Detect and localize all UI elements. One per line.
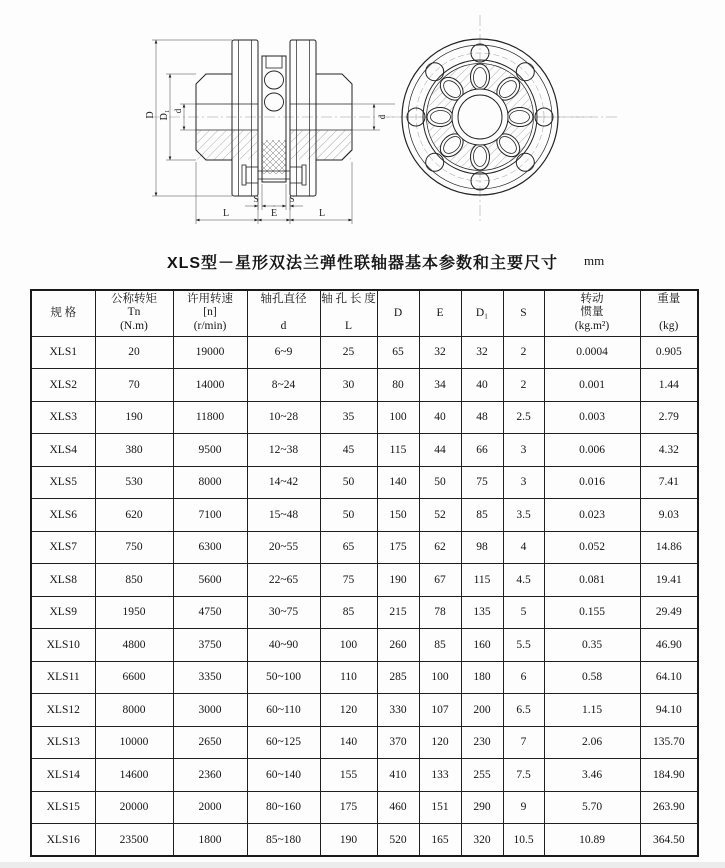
- value-cell: 46.90: [640, 629, 698, 662]
- value-cell: 14.86: [640, 531, 698, 564]
- value-cell: 115: [461, 564, 503, 597]
- value-cell: 94.10: [640, 694, 698, 727]
- value-cell: 6~9: [247, 336, 320, 369]
- value-cell: 65: [320, 531, 377, 564]
- value-cell: 52: [419, 499, 461, 532]
- value-cell: 184.90: [640, 759, 698, 792]
- value-cell: 115: [377, 434, 419, 467]
- value-cell: 60~110: [247, 694, 320, 727]
- value-cell: 85: [320, 596, 377, 629]
- value-cell: 1800: [173, 824, 247, 857]
- technical-drawing: [0, 0, 725, 248]
- value-cell: 150: [377, 499, 419, 532]
- table-row: [31, 466, 698, 499]
- column-header: D: [377, 290, 419, 336]
- column-header: S: [503, 290, 544, 336]
- value-cell: 44: [419, 434, 461, 467]
- value-cell: 2.79: [640, 401, 698, 434]
- value-cell: 78: [419, 596, 461, 629]
- value-cell: 62: [419, 531, 461, 564]
- coupling-front-view: [386, 15, 594, 221]
- value-cell: 1.44: [640, 369, 698, 402]
- value-cell: 200: [461, 694, 503, 727]
- dim-label-d-left: d: [173, 108, 183, 114]
- value-cell: 151: [419, 791, 461, 824]
- dim-label-D1: D₁: [159, 109, 170, 121]
- value-cell: 6: [503, 661, 544, 694]
- table-row: [31, 759, 698, 792]
- value-cell: 66: [461, 434, 503, 467]
- value-cell: 6.5: [503, 694, 544, 727]
- value-cell: 4.5: [503, 564, 544, 597]
- value-cell: 4800: [95, 629, 173, 662]
- value-cell: 4.32: [640, 434, 698, 467]
- spec-cell: XLS11: [31, 661, 95, 694]
- value-cell: 30: [320, 369, 377, 402]
- value-cell: 320: [461, 824, 503, 857]
- value-cell: 45: [320, 434, 377, 467]
- value-cell: 35: [320, 401, 377, 434]
- table-row: [31, 629, 698, 662]
- spec-cell: XLS12: [31, 694, 95, 727]
- dim-label-D: D: [145, 111, 156, 119]
- table-row: [31, 531, 698, 564]
- value-cell: 140: [377, 466, 419, 499]
- value-cell: 70: [95, 369, 173, 402]
- value-cell: 14~42: [247, 466, 320, 499]
- spec-cell: XLS4: [31, 434, 95, 467]
- value-cell: 2: [503, 336, 544, 369]
- column-header: 公称转矩 Tn (N.m): [95, 290, 173, 336]
- page-bottom-edge: [0, 862, 725, 868]
- value-cell: 0.006: [544, 434, 640, 467]
- value-cell: 14000: [173, 369, 247, 402]
- value-cell: 4750: [173, 596, 247, 629]
- value-cell: 7100: [173, 499, 247, 532]
- value-cell: 370: [377, 726, 419, 759]
- value-cell: 3.46: [544, 759, 640, 792]
- value-cell: 2.06: [544, 726, 640, 759]
- table-row: [31, 694, 698, 727]
- value-cell: 80: [377, 369, 419, 402]
- value-cell: 30~75: [247, 596, 320, 629]
- value-cell: 60~140: [247, 759, 320, 792]
- value-cell: 100: [377, 401, 419, 434]
- value-cell: 10.5: [503, 824, 544, 857]
- spec-cell: XLS5: [31, 466, 95, 499]
- value-cell: 50: [320, 466, 377, 499]
- value-cell: 9500: [173, 434, 247, 467]
- value-cell: 10.89: [544, 824, 640, 857]
- column-header: E: [419, 290, 461, 336]
- value-cell: 190: [377, 564, 419, 597]
- table-row: [31, 824, 698, 857]
- value-cell: 190: [320, 824, 377, 857]
- value-cell: 12~38: [247, 434, 320, 467]
- value-cell: 110: [320, 661, 377, 694]
- value-cell: 3.5: [503, 499, 544, 532]
- spec-table: [30, 289, 699, 857]
- table-row: [31, 726, 698, 759]
- table-row: [31, 434, 698, 467]
- value-cell: 64.10: [640, 661, 698, 694]
- value-cell: 460: [377, 791, 419, 824]
- value-cell: 67: [419, 564, 461, 597]
- value-cell: 2000: [173, 791, 247, 824]
- value-cell: 10~28: [247, 401, 320, 434]
- spec-cell: XLS3: [31, 401, 95, 434]
- value-cell: 0.155: [544, 596, 640, 629]
- value-cell: 5600: [173, 564, 247, 597]
- value-cell: 160: [461, 629, 503, 662]
- value-cell: 8~24: [247, 369, 320, 402]
- value-cell: 3750: [173, 629, 247, 662]
- value-cell: 9: [503, 791, 544, 824]
- value-cell: 2360: [173, 759, 247, 792]
- value-cell: 2: [503, 369, 544, 402]
- column-header: 许用转速 [n] (r/min): [173, 290, 247, 336]
- table-row: [31, 369, 698, 402]
- value-cell: 6600: [95, 661, 173, 694]
- value-cell: 530: [95, 466, 173, 499]
- value-cell: 0.35: [544, 629, 640, 662]
- value-cell: 5: [503, 596, 544, 629]
- value-cell: 107: [419, 694, 461, 727]
- spec-cell: XLS13: [31, 726, 95, 759]
- table-body: [31, 336, 698, 856]
- value-cell: 65: [377, 336, 419, 369]
- value-cell: 4: [503, 531, 544, 564]
- value-cell: 2650: [173, 726, 247, 759]
- value-cell: 230: [461, 726, 503, 759]
- value-cell: 520: [377, 824, 419, 857]
- value-cell: 100: [419, 661, 461, 694]
- value-cell: 50: [320, 499, 377, 532]
- value-cell: 14600: [95, 759, 173, 792]
- value-cell: 80~160: [247, 791, 320, 824]
- value-cell: 330: [377, 694, 419, 727]
- table-row: [31, 499, 698, 532]
- value-cell: 255: [461, 759, 503, 792]
- value-cell: 75: [320, 564, 377, 597]
- spec-cell: XLS2: [31, 369, 95, 402]
- value-cell: 2.5: [503, 401, 544, 434]
- column-header: 转动 惯量 (kg.m²): [544, 290, 640, 336]
- value-cell: 850: [95, 564, 173, 597]
- value-cell: 155: [320, 759, 377, 792]
- dim-label-E: E: [270, 208, 278, 219]
- value-cell: 260: [377, 629, 419, 662]
- value-cell: 410: [377, 759, 419, 792]
- table-row: [31, 336, 698, 369]
- value-cell: 0.081: [544, 564, 640, 597]
- dim-label-S-left: S: [253, 194, 259, 204]
- column-header: 重量 (kg): [640, 290, 698, 336]
- value-cell: 20~55: [247, 531, 320, 564]
- value-cell: 0.052: [544, 531, 640, 564]
- spec-cell: XLS7: [31, 531, 95, 564]
- value-cell: 3: [503, 434, 544, 467]
- value-cell: 190: [95, 401, 173, 434]
- value-cell: 0.905: [640, 336, 698, 369]
- value-cell: 3000: [173, 694, 247, 727]
- value-cell: 20000: [95, 791, 173, 824]
- value-cell: 175: [320, 791, 377, 824]
- column-header: 轴孔直径 d: [247, 290, 320, 336]
- coupling-drawing-svg: [0, 0, 725, 248]
- value-cell: 0.0004: [544, 336, 640, 369]
- value-cell: 290: [461, 791, 503, 824]
- value-cell: 0.016: [544, 466, 640, 499]
- spec-cell: XLS8: [31, 564, 95, 597]
- spec-cell: XLS15: [31, 791, 95, 824]
- value-cell: 133: [419, 759, 461, 792]
- unit-label: mm: [584, 253, 605, 268]
- value-cell: 29.49: [640, 596, 698, 629]
- value-cell: 364.50: [640, 824, 698, 857]
- value-cell: 5.5: [503, 629, 544, 662]
- spec-cell: XLS14: [31, 759, 95, 792]
- value-cell: 750: [95, 531, 173, 564]
- value-cell: 0.58: [544, 661, 640, 694]
- value-cell: 135: [461, 596, 503, 629]
- value-cell: 40: [419, 401, 461, 434]
- dimension-lines: [152, 40, 395, 224]
- table-header-row: [31, 290, 698, 336]
- spec-cell: XLS9: [31, 596, 95, 629]
- value-cell: 19000: [173, 336, 247, 369]
- value-cell: 215: [377, 596, 419, 629]
- spec-cell: XLS16: [31, 824, 95, 857]
- dim-label-L-right: L: [318, 208, 326, 219]
- value-cell: 23500: [95, 824, 173, 857]
- value-cell: 6300: [173, 531, 247, 564]
- value-cell: 98: [461, 531, 503, 564]
- value-cell: 40~90: [247, 629, 320, 662]
- value-cell: 7: [503, 726, 544, 759]
- dim-label-S-right: S: [289, 194, 295, 204]
- value-cell: 3350: [173, 661, 247, 694]
- value-cell: 19.41: [640, 564, 698, 597]
- value-cell: 85~180: [247, 824, 320, 857]
- table-row: [31, 564, 698, 597]
- spec-cell: XLS6: [31, 499, 95, 532]
- column-header: 轴 孔 长 度 L: [320, 290, 377, 336]
- value-cell: 8000: [173, 466, 247, 499]
- value-cell: 0.001: [544, 369, 640, 402]
- value-cell: 380: [95, 434, 173, 467]
- value-cell: 60~125: [247, 726, 320, 759]
- value-cell: 0.003: [544, 401, 640, 434]
- value-cell: 8000: [95, 694, 173, 727]
- value-cell: 22~65: [247, 564, 320, 597]
- value-cell: 140: [320, 726, 377, 759]
- value-cell: 180: [461, 661, 503, 694]
- value-cell: 120: [419, 726, 461, 759]
- page-title: XLS型－星形双法兰弹性联轴器基本参数和主要尺寸: [166, 255, 559, 272]
- value-cell: 5.70: [544, 791, 640, 824]
- value-cell: 50: [419, 466, 461, 499]
- value-cell: 1950: [95, 596, 173, 629]
- value-cell: 75: [461, 466, 503, 499]
- value-cell: 120: [320, 694, 377, 727]
- value-cell: 40: [461, 369, 503, 402]
- table-row: [31, 596, 698, 629]
- value-cell: 100: [320, 629, 377, 662]
- value-cell: 48: [461, 401, 503, 434]
- value-cell: 263.90: [640, 791, 698, 824]
- value-cell: 15~48: [247, 499, 320, 532]
- table-row: [31, 791, 698, 824]
- value-cell: 620: [95, 499, 173, 532]
- table-row: [31, 661, 698, 694]
- value-cell: 7.5: [503, 759, 544, 792]
- column-header: 规 格: [31, 290, 95, 336]
- value-cell: 0.023: [544, 499, 640, 532]
- value-cell: 20: [95, 336, 173, 369]
- value-cell: 32: [461, 336, 503, 369]
- dim-label-L-left: L: [222, 208, 230, 219]
- value-cell: 11800: [173, 401, 247, 434]
- spec-cell: XLS1: [31, 336, 95, 369]
- value-cell: 85: [419, 629, 461, 662]
- value-cell: 7.41: [640, 466, 698, 499]
- value-cell: 3: [503, 466, 544, 499]
- value-cell: 34: [419, 369, 461, 402]
- table-row: [31, 401, 698, 434]
- value-cell: 1.15: [544, 694, 640, 727]
- value-cell: 135.70: [640, 726, 698, 759]
- value-cell: 25: [320, 336, 377, 369]
- value-cell: 9.03: [640, 499, 698, 532]
- spec-cell: XLS10: [31, 629, 95, 662]
- column-header: D₁: [461, 290, 503, 336]
- value-cell: 285: [377, 661, 419, 694]
- value-cell: 165: [419, 824, 461, 857]
- value-cell: 10000: [95, 726, 173, 759]
- value-cell: 175: [377, 531, 419, 564]
- value-cell: 85: [461, 499, 503, 532]
- value-cell: 50~100: [247, 661, 320, 694]
- dim-label-d-right: d: [377, 114, 387, 120]
- value-cell: 32: [419, 336, 461, 369]
